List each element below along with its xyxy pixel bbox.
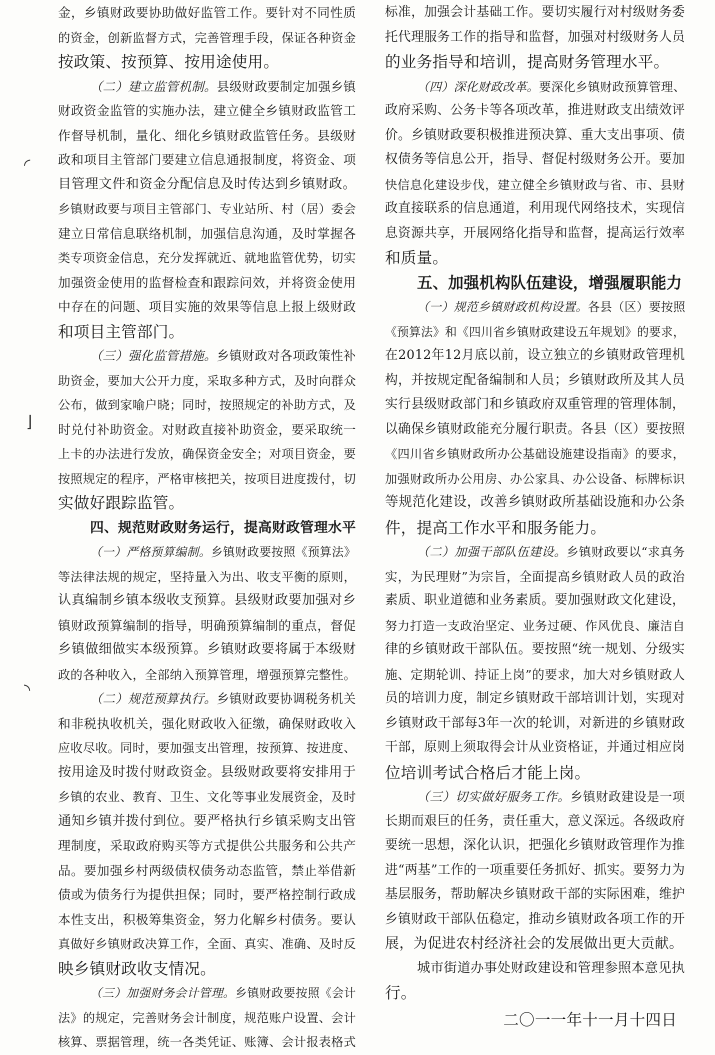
line-text: 县级财政要制定加强乡镇 — [216, 78, 356, 94]
text-line — [385, 99, 685, 124]
text-line — [58, 467, 356, 492]
text-line — [385, 736, 685, 761]
line-text: 在2012年12月底以前，设立独立的乡镇财政管理机 — [385, 348, 685, 363]
text-line — [58, 712, 356, 737]
subsection-title: （一）严格预算编制。 — [90, 545, 211, 559]
line-text: 通知乡镇并拨付到位。要严格执行乡镇采购支出管 — [58, 813, 356, 829]
paragraph-end-line — [58, 957, 356, 982]
text-line — [385, 589, 685, 614]
text-line — [58, 589, 356, 614]
section-heading — [58, 516, 356, 541]
line-text: 乡镇财政干部每3年一次的轮训，对新进的乡镇财政 — [385, 715, 685, 731]
text-line — [58, 932, 356, 957]
line-text: 和质量。 — [385, 249, 449, 267]
paragraph-end-line — [385, 932, 685, 957]
line-text: 四、规范财政财务运行，提高财政管理水平 — [90, 519, 356, 536]
line-text: 乡镇财政对各项政策性补 — [216, 348, 356, 363]
subsection-line — [58, 75, 356, 100]
line-text: 法》的规定，完善财务会计制度，规范账户设置、会计 — [58, 1010, 356, 1025]
text-line — [58, 614, 356, 639]
subsection-title: （二）建立监管机制。 — [90, 78, 217, 94]
subsection-line — [385, 75, 685, 100]
line-text: 要深化乡镇财政预算管理、 — [539, 79, 686, 94]
document-date — [385, 1008, 685, 1033]
line-text: 乡镇财政要按照《预算法》 — [210, 545, 356, 559]
line-text: 真做好乡镇财政决算工作，全面、真实、准确、及时反 — [58, 937, 356, 951]
line-text: 标准，加强会计基础工作。要切实履行对村级财务委 — [385, 5, 685, 20]
text-line — [58, 418, 356, 443]
binding-hole-mark: ◝ — [24, 680, 31, 699]
line-text: 上卡的办法进行发放，确保资金安全；对项目资金，要 — [58, 447, 356, 461]
text-line — [58, 859, 356, 884]
text-line — [58, 124, 356, 149]
line-text: 员的培训力度，制定乡镇财政干部培训计划，实现对 — [385, 691, 685, 706]
text-line — [385, 418, 685, 443]
line-text: 中存在的问题、项目实施的效果等信息上报上级财政 — [58, 299, 356, 314]
line-text: 要统一思想，深化认识，把强化乡镇财政管理作为推 — [385, 838, 685, 853]
paragraph-start-line — [385, 957, 685, 982]
line-text: 乡镇财政要协调税务机关 — [216, 691, 356, 706]
line-text: 城市街道办事处财政建设和管理参照本意见执 — [417, 960, 685, 976]
line-text: 乡镇财政要与项目主管部门、专业站所、村（居）委会 — [58, 202, 356, 216]
line-text: 本性支出，积极筹集资金，努力化解乡村债务。要认 — [58, 911, 356, 927]
text-line — [385, 369, 685, 394]
line-text: 实做好跟踪监管。 — [58, 494, 185, 512]
line-text: 和非税执收机关，强化财政收入征缴，确保财政收入 — [58, 715, 356, 731]
line-text: 公布，做到家喻户晓；同时，按照规定的补助方式，及 — [58, 398, 356, 412]
line-text: 理制度，采取政府购买等方式提供公共服务和公共产 — [58, 838, 356, 853]
text-line — [58, 1, 356, 26]
subsection-title: （三）强化监管措施。 — [90, 348, 217, 363]
text-line — [58, 295, 356, 320]
text-line — [385, 908, 685, 933]
text-line — [58, 736, 356, 761]
line-text: 助资金，要加大公开力度，采取多种方式，及时向群众 — [58, 373, 356, 388]
subsection-line — [58, 981, 356, 1006]
line-text: 加强资金使用的监督检查和跟踪问效，并将资金使用 — [58, 274, 356, 290]
paragraph-end-line — [385, 981, 685, 1006]
line-text: 构，并按规定配备编制和人员；乡镇财政所及其人员 — [385, 372, 685, 388]
text-line — [385, 663, 685, 688]
line-text: 镇财政预算编制的指导，明确预算编制的重点，督促 — [58, 617, 356, 633]
paragraph-end-line — [58, 491, 356, 516]
subsection-line — [385, 540, 685, 565]
line-text: 以确保乡镇财政能充分履行职责。各县（区）要按照 — [385, 421, 685, 437]
line-text: 乡镇财政干部队伍稳定，推动乡镇财政各项工作的开 — [385, 911, 685, 927]
line-text: 时兑付补助资金。对财政直接补助资金，要采取统一 — [58, 421, 356, 437]
text-line — [385, 712, 685, 737]
subsection-line — [385, 785, 685, 810]
line-text: 实，为民理财”为宗旨，全面提高乡镇财政人员的政治 — [385, 568, 685, 584]
subsection-line — [385, 295, 685, 320]
line-text: 乡镇财政要按照《会计 — [235, 986, 356, 1000]
line-text: 政和项目主管部门要建立信息通报制度，将资金、项 — [58, 152, 356, 167]
line-text: 建立日常信息联络机制，加强信息沟通，及时掌握各 — [58, 225, 356, 241]
text-line — [385, 687, 685, 712]
line-text: 乡镇财政要以“求真务 — [566, 545, 685, 559]
line-text: 长期而艰巨的任务，责任重大，意义深远。各级政府 — [385, 813, 685, 829]
line-text: 托代理服务工作的指导和监督，加强对村级财务人员 — [385, 29, 685, 45]
line-text: 核算、票据管理，统一各类凭证、账簿、会计报表格式 — [58, 1035, 356, 1049]
line-text: 按用途及时拨付财政资金。县级财政要将安排用于 — [58, 764, 356, 780]
line-text: 的资金，创新监督方式，完善管理手段，保证各种资金 — [58, 30, 356, 45]
line-text: 行。 — [385, 984, 417, 1002]
paragraph-end-line — [385, 761, 685, 786]
paragraph-end-line — [385, 516, 685, 541]
text-line — [58, 810, 356, 835]
line-text: 价。乡镇财政要积极推进预决算、重大支出事项、债 — [385, 127, 685, 143]
line-text: 位培训考试合格后才能上岗。 — [385, 763, 591, 782]
text-line — [58, 246, 356, 271]
text-line — [385, 638, 685, 663]
right-column — [385, 1, 685, 1032]
text-line — [385, 883, 685, 908]
text-line — [385, 834, 685, 859]
line-text: 干部，原则上须取得会计从业资格证，并通过相应岗 — [385, 740, 685, 755]
line-text: 品。要加强乡村两级债权债务动态监管，禁止举借新 — [58, 862, 356, 878]
text-line — [385, 320, 685, 345]
text-line — [58, 761, 356, 786]
binding-hole-mark: ⌋ — [26, 412, 33, 431]
text-line — [385, 1, 685, 26]
line-text: 素质、职业道德和业务素质。要加强财政文化建设， — [385, 593, 685, 608]
text-line — [58, 148, 356, 173]
line-text: 应收尽收。同时，要加强支出管理，按预算、按进度、 — [58, 741, 356, 755]
text-line — [58, 663, 356, 688]
subsection-title: （二）加强干部队伍建设。 — [417, 545, 567, 559]
text-line — [58, 369, 356, 394]
line-text: 债或为债务行为提供担保；同时，要严格控制行政成 — [58, 887, 356, 902]
text-line — [385, 393, 685, 418]
binding-hole-mark: ◜ — [24, 155, 31, 174]
text-line — [385, 614, 685, 639]
line-text: 认真编制乡镇本级收支预算。县级财政要加强对乡 — [58, 593, 356, 608]
line-text: 快信息化建设步伐，建立健全乡镇财政与省、市、县财 — [385, 177, 685, 192]
line-text: 进“两基”工作的一项重要任务抓好、抓实。要努力为 — [385, 862, 685, 878]
text-line — [58, 908, 356, 933]
line-text: 金，乡镇财政要协助做好监管工作。要针对不同性质 — [58, 5, 356, 20]
line-text: 五、加强机构队伍建设，增强履职能力 — [417, 273, 683, 292]
line-text: 映乡镇财政收支情况。 — [58, 959, 216, 978]
line-text: 政府采购、公务卡等各项改革，推进财政支出绩效评 — [385, 103, 685, 118]
left-column — [58, 1, 356, 1055]
line-text: 作督导机制，量化、细化乡镇财政监管任务。县级财 — [58, 127, 356, 143]
text-line — [385, 442, 685, 467]
paragraph-end-line — [58, 320, 356, 345]
line-text: 《四川省乡镇财政所办公基础设施建设指南》的要求， — [385, 447, 685, 461]
line-text: 基层服务，帮助解决乡镇财政干部的实际困难，维护 — [385, 887, 685, 902]
text-line — [58, 442, 356, 467]
text-line — [58, 26, 356, 51]
text-line — [385, 565, 685, 590]
line-text: 等规范化建设，改善乡镇财政所基础设施和办公条 — [385, 495, 685, 510]
subsection-line — [58, 344, 356, 369]
text-line — [385, 491, 685, 516]
subsection-line — [58, 540, 356, 565]
line-text: 努力打造一支政治坚定、业务过硬、作风优良、廉洁自 — [385, 618, 685, 633]
text-line — [385, 859, 685, 884]
text-line — [385, 810, 685, 835]
subsection-title: （四）深化财政改革。 — [417, 79, 540, 94]
subsection-title: （二）规范预算执行。 — [90, 691, 217, 706]
line-text: 展，为促进农村经济社会的发展做出更大贡献。 — [385, 936, 684, 952]
text-line — [58, 173, 356, 198]
line-text: 乡镇财政建设是一项 — [570, 789, 685, 804]
subsection-title: （三）切实做好服务工作。 — [417, 789, 571, 804]
text-line — [58, 834, 356, 859]
paragraph-end-line — [385, 50, 685, 75]
text-line — [58, 99, 356, 124]
section-heading — [385, 271, 685, 296]
text-line — [58, 638, 356, 663]
line-text: 实行县级财政部门和乡镇政府双重管理的管理体制， — [385, 397, 685, 412]
line-text: 息资源共享，开展网络化指导和监督，提高运行效率 — [385, 225, 685, 241]
text-line — [385, 197, 685, 222]
line-text: 《预算法》和《四川省乡镇财政建设五年规划》的要求， — [385, 324, 685, 339]
subsection-title: （三）加强财务会计管理。 — [90, 986, 236, 1000]
line-text: 按照规定的程序，严格审核把关，按项目进度拨付，切 — [58, 471, 356, 486]
text-line — [58, 883, 356, 908]
line-text: 二〇一一年十一月十四日 — [503, 1010, 677, 1029]
line-text: 施、定期轮训、持证上岗”的要求，加大对乡镇财政人 — [385, 666, 685, 682]
text-line — [385, 124, 685, 149]
text-line — [385, 467, 685, 492]
text-line — [385, 148, 685, 173]
line-text: 等法律法规的规定，坚持量入为出、收支平衡的原则， — [58, 569, 356, 584]
text-line — [385, 173, 685, 198]
text-line — [58, 222, 356, 247]
line-text: 乡镇的农业、教育、卫生、文化等事业发展资金，及时 — [58, 790, 356, 804]
text-line — [58, 271, 356, 296]
text-line — [58, 1030, 356, 1055]
text-line — [58, 197, 356, 222]
text-line — [385, 344, 685, 369]
text-line — [58, 1006, 356, 1031]
line-text: 权债务等信息公开，指导、督促村级财务公开。要加 — [385, 152, 685, 167]
text-line — [58, 393, 356, 418]
subsection-line — [58, 687, 356, 712]
line-text: 乡镇做细做实本级预算。乡镇财政要将属于本级财 — [58, 642, 356, 657]
line-text: 财政资金监管的实施办法，建立健全乡镇财政监管工 — [58, 103, 356, 118]
text-line — [385, 26, 685, 51]
line-text: 目管理文件和资金分配信息及时传达到乡镇财政。 — [58, 176, 356, 192]
line-text: 和项目主管部门。 — [58, 322, 185, 341]
line-text: 政直接联系的信息通道，利用现代网络技术，实现信 — [385, 201, 685, 216]
line-text: 件，提高工作水平和服务能力。 — [385, 518, 607, 537]
line-text: 律的乡镇财政干部队伍。要按照“统一规划、分级实 — [385, 642, 685, 657]
line-text: 的业务指导和培训，提高财务管理水平。 — [385, 53, 670, 71]
line-text: 加强财政所办公用房、办公家具、办公设备、标牌标识 — [385, 471, 685, 486]
text-line — [58, 785, 356, 810]
paragraph-end-line — [58, 50, 356, 75]
line-text: 类专项资金信息，充分发挥就近、就地监管优势，切实 — [58, 251, 356, 265]
line-text: 各县（区）要按照 — [587, 300, 686, 314]
line-text: 政的各种收入，全部纳入预算管理，增强预算完整性。 — [58, 667, 356, 682]
line-text: 按政策、按预算、按用途使用。 — [58, 53, 280, 71]
text-line — [385, 222, 685, 247]
subsection-title: （一）规范乡镇财政机构设置。 — [417, 300, 588, 314]
text-line — [58, 565, 356, 590]
paragraph-end-line — [385, 246, 685, 271]
